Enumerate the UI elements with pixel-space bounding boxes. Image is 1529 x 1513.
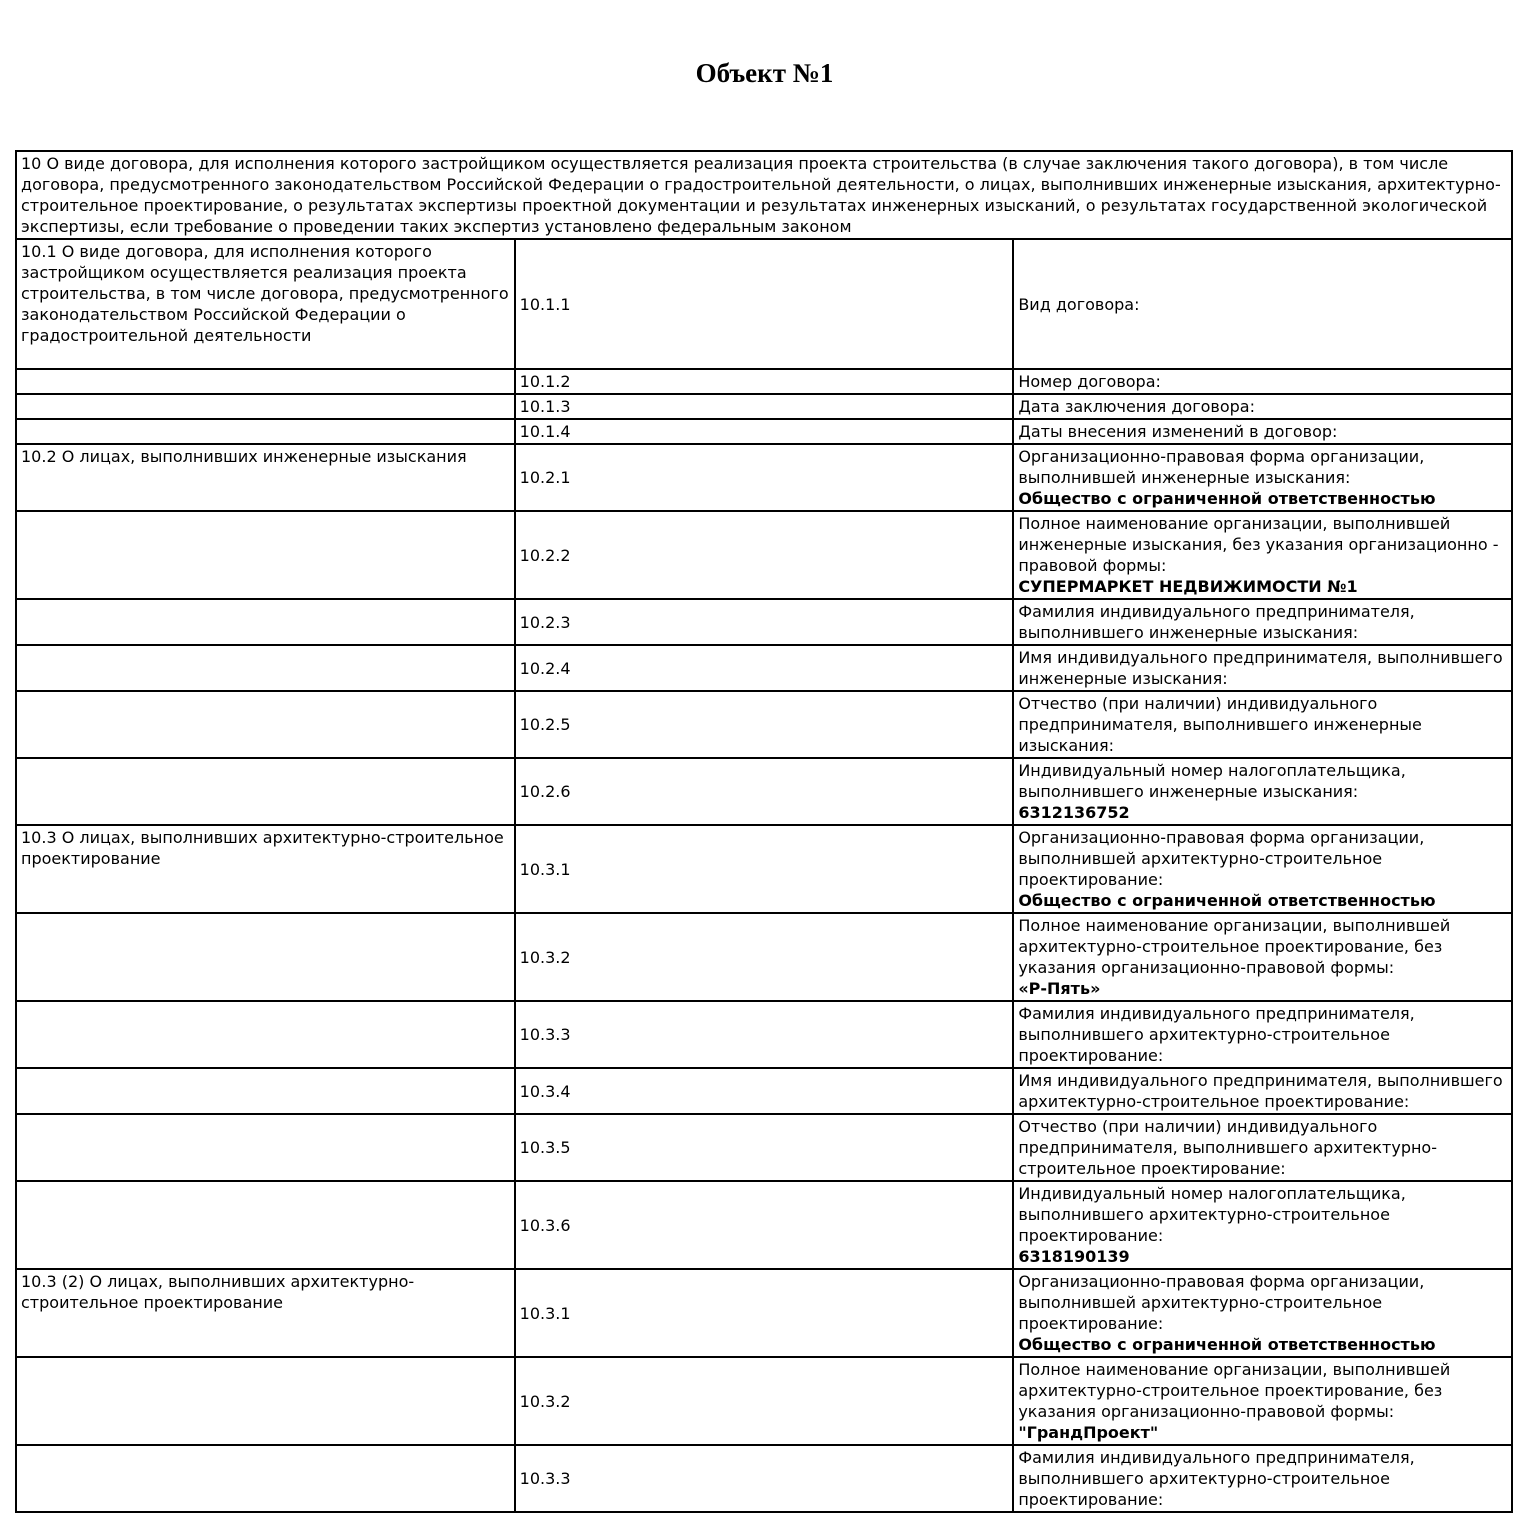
field-label: Полное наименование организации, выполнившей архитектурно-строительное проектирование, без указания организационно-правовой формы: [1018, 1360, 1451, 1421]
table-row [16, 825, 1512, 913]
row-content [1013, 1068, 1512, 1114]
row-number: 10.2.5 [515, 691, 1014, 758]
row-number: 10.1.2 [515, 369, 1014, 394]
row-content [1013, 825, 1512, 913]
row-number: 10.2.2 [515, 511, 1014, 599]
field-label: Организационно-правовая форма организации, выполнившей архитектурно-строительное проектирование: [1018, 1272, 1425, 1333]
table-row [16, 1114, 1512, 1181]
declaration-table [15, 150, 1513, 1513]
row-description [16, 691, 515, 758]
row-description [16, 419, 515, 444]
table-row [16, 444, 1512, 511]
field-label: Индивидуальный номер налогоплательщика, выполнившего инженерные изыскания: [1018, 761, 1406, 801]
row-number: 10.3.2 [515, 1357, 1014, 1445]
row-description [16, 394, 515, 419]
field-value: 6312136752 [1018, 803, 1130, 822]
row-description: 10.3 (2) О лицах, выполнивших архитектурно-строительное проектирование [16, 1269, 515, 1357]
table-row [16, 1269, 1512, 1357]
row-number: 10.3.4 [515, 1068, 1014, 1114]
table-row [16, 1001, 1512, 1068]
field-label: Организационно-правовая форма организации, выполнившей архитектурно-строительное проектирование: [1018, 828, 1425, 889]
field-label: Имя индивидуального предпринимателя, выполнившего инженерные изыскания: [1018, 648, 1503, 688]
row-content [1013, 645, 1512, 691]
table-row [16, 691, 1512, 758]
field-label: Отчество (при наличии) индивидуального предпринимателя, выполнившего инженерные изыскания: [1018, 694, 1422, 755]
row-description [16, 1114, 515, 1181]
field-label: Номер договора: [1018, 372, 1161, 391]
field-label: Дата заключения договора: [1018, 397, 1255, 416]
table-row [16, 599, 1512, 645]
field-label: Полное наименование организации, выполнившей инженерные изыскания, без указания организационно - правовой формы: [1018, 514, 1499, 575]
row-content [1013, 691, 1512, 758]
row-number: 10.3.3 [515, 1001, 1014, 1068]
field-value: Общество с ограниченной ответственностью [1018, 891, 1436, 910]
row-content [1013, 1001, 1512, 1068]
row-description [16, 758, 515, 825]
field-label: Отчество (при наличии) индивидуального предпринимателя, выполнившего архитектурно-строительное проектирование: [1018, 1117, 1437, 1178]
field-label: Фамилия индивидуального предпринимателя, выполнившего архитектурно-строительное проектирование: [1018, 1004, 1415, 1065]
field-value: «Р-Пять» [1018, 979, 1101, 998]
row-description [16, 599, 515, 645]
row-number: 10.1.3 [515, 394, 1014, 419]
row-content [1013, 599, 1512, 645]
table-row [16, 645, 1512, 691]
field-label: Полное наименование организации, выполнившей архитектурно-строительное проектирование, без указания организационно-правовой формы: [1018, 916, 1451, 977]
row-number: 10.2.6 [515, 758, 1014, 825]
section-header: 10 О виде договора, для исполнения которого застройщиком осуществляется реализация проекта строительства (в случае заключения такого договора), в том числе договора, предусмотренного законодательством Российской Федерации о градостроительной деятельности, о лицах, выполнивших инженерные изыскания, архитектурно-строительное проектирование, о результатах экспертизы проектной документации и результатах инженерных изысканий, о результатах государственной экологической экспертизы, если требование о проведении таких экспертиз установлено федеральным законом [16, 151, 1512, 239]
row-description [16, 1445, 515, 1512]
row-description [16, 1068, 515, 1114]
row-number: 10.2.3 [515, 599, 1014, 645]
table-row [16, 1357, 1512, 1445]
field-label: Фамилия индивидуального предпринимателя, выполнившего архитектурно-строительное проектирование: [1018, 1448, 1415, 1509]
field-value: СУПЕРМАРКЕТ НЕДВИЖИМОСТИ №1 [1018, 577, 1358, 596]
row-number: 10.2.1 [515, 444, 1014, 511]
field-label: Организационно-правовая форма организации, выполнившей инженерные изыскания: [1018, 447, 1425, 487]
field-value: Общество с ограниченной ответственностью [1018, 489, 1436, 508]
row-description [16, 1357, 515, 1445]
field-value: 6318190139 [1018, 1247, 1130, 1266]
row-content [1013, 239, 1512, 369]
field-label: Даты внесения изменений в договор: [1018, 422, 1338, 441]
row-number: 10.3.5 [515, 1114, 1014, 1181]
row-number: 10.1.4 [515, 419, 1014, 444]
table-row [16, 369, 1512, 394]
row-description: 10.1 О виде договора, для исполнения которого застройщиком осуществляется реализация проекта строительства, в том числе договора, предусмотренного законодательством Российской Федерации о градостроительной деятельности [16, 239, 515, 369]
row-description [16, 645, 515, 691]
row-description [16, 511, 515, 599]
row-content [1013, 1181, 1512, 1269]
row-number: 10.3.1 [515, 825, 1014, 913]
row-description [16, 913, 515, 1001]
field-label: Индивидуальный номер налогоплательщика, выполнившего архитектурно-строительное проектирование: [1018, 1184, 1406, 1245]
row-content [1013, 369, 1512, 394]
row-content [1013, 1269, 1512, 1357]
row-content [1013, 1357, 1512, 1445]
row-number: 10.1.1 [515, 239, 1014, 369]
page-title: Объект №1 [695, 58, 834, 88]
field-value: "ГрандПроект" [1018, 1423, 1159, 1442]
row-number: 10.3.1 [515, 1269, 1014, 1357]
row-description: 10.2 О лицах, выполнивших инженерные изыскания [16, 444, 515, 511]
field-label: Имя индивидуального предпринимателя, выполнившего архитектурно-строительное проектирование: [1018, 1071, 1503, 1111]
section-header-row [16, 151, 1512, 239]
row-description [16, 1181, 515, 1269]
table-row [16, 239, 1512, 369]
table-row [16, 1068, 1512, 1114]
table-row [16, 758, 1512, 825]
table-row [16, 394, 1512, 419]
row-description: 10.3 О лицах, выполнивших архитектурно-строительное проектирование [16, 825, 515, 913]
row-content [1013, 419, 1512, 444]
row-description [16, 369, 515, 394]
field-label: Фамилия индивидуального предпринимателя, выполнившего инженерные изыскания: [1018, 602, 1415, 642]
field-label: Вид договора: [1018, 294, 1140, 314]
row-content [1013, 1114, 1512, 1181]
table-row [16, 419, 1512, 444]
row-content [1013, 394, 1512, 419]
row-number: 10.3.2 [515, 913, 1014, 1001]
row-content [1013, 1445, 1512, 1512]
table-row [16, 1181, 1512, 1269]
table-row [16, 1445, 1512, 1512]
row-description [16, 1001, 515, 1068]
row-content [1013, 444, 1512, 511]
row-content [1013, 758, 1512, 825]
row-content [1013, 913, 1512, 1001]
row-number: 10.3.6 [515, 1181, 1014, 1269]
row-number: 10.2.4 [515, 645, 1014, 691]
row-content [1013, 511, 1512, 599]
table-row [16, 913, 1512, 1001]
field-value: Общество с ограниченной ответственностью [1018, 1335, 1436, 1354]
table-row [16, 511, 1512, 599]
row-number: 10.3.3 [515, 1445, 1014, 1512]
